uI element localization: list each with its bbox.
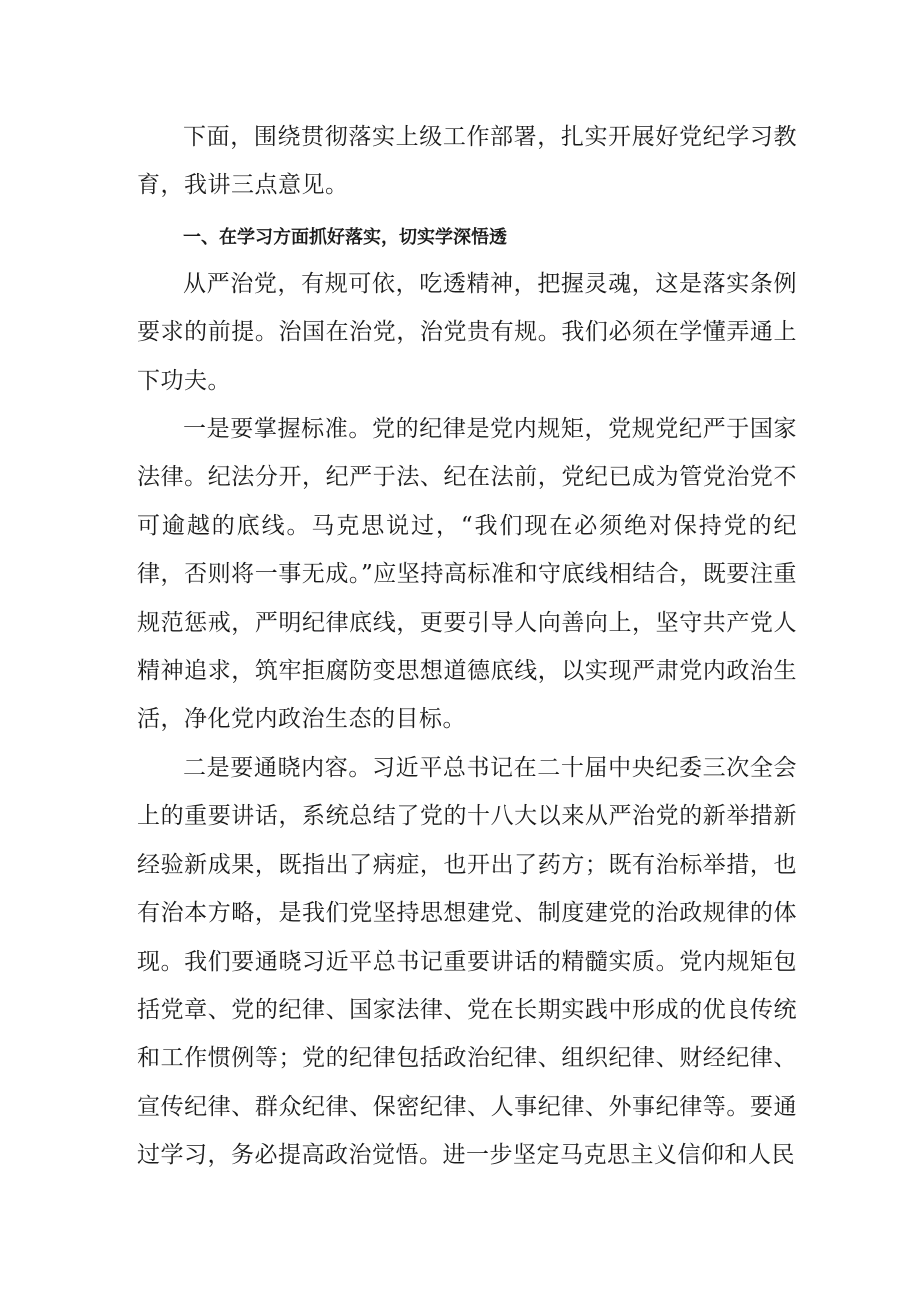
section-heading-1: 一、在学习方面抓好落实，切实学深悟透 bbox=[183, 226, 507, 248]
paragraph-intro: 下面，围绕贯彻落实上级工作部署，扎实开展好党纪学习教育，我讲三点意见。 bbox=[137, 124, 797, 199]
paragraph-understand-content: 二是要通晓内容。习近平总书记在二十届中央纪委三次全会上的重要讲话，系统总结了党的十八大以来从严治党的新举措新经验新成果，既指出了病症，也开出了药方；既有治标举措，也有治本方略，是我们党坚持思想建党、制度建党的治政规律的体现。我们要通晓习近平总书记重要讲话的精髓实质。党内规矩包括党章、党的纪律、国家法律、党在长期实践中形成的优良传统和工作惯例等；党的纪律包括政治纪律、组织纪律、财经纪律、宣传纪律、群众纪律、保密纪律、人事纪律、外事纪律等。要通过学习，务必提高政治觉悟。进一步坚定马克思主义信仰和人民 bbox=[137, 754, 797, 1169]
document-body bbox=[137, 113, 797, 1180]
paragraph-master-standards: 一是要掌握标准。党的纪律是党内规矩，党规党纪严于国家法律。纪法分开，纪严于法、纪在法前，党纪已成为管党治党不可逾越的底线。马克思说过，“我们现在必须绝对保持党的纪律，否则将一事无成。”应坚持高标准和守底线相结合，既要注重规范惩戒，严明纪律底线，更要引导人向善向上，坚守共产党人精神追求，筑牢拒腐防变思想道德底线，以实现严肃党内政治生活，净化党内政治生态的目标。 bbox=[137, 416, 797, 733]
paragraph-principle: 从严治党，有规可依，吃透精神，把握灵魂，这是落实条例要求的前提。治国在治党，治党贵有规。我们必须在学懂弄通上下功夫。 bbox=[137, 270, 797, 394]
